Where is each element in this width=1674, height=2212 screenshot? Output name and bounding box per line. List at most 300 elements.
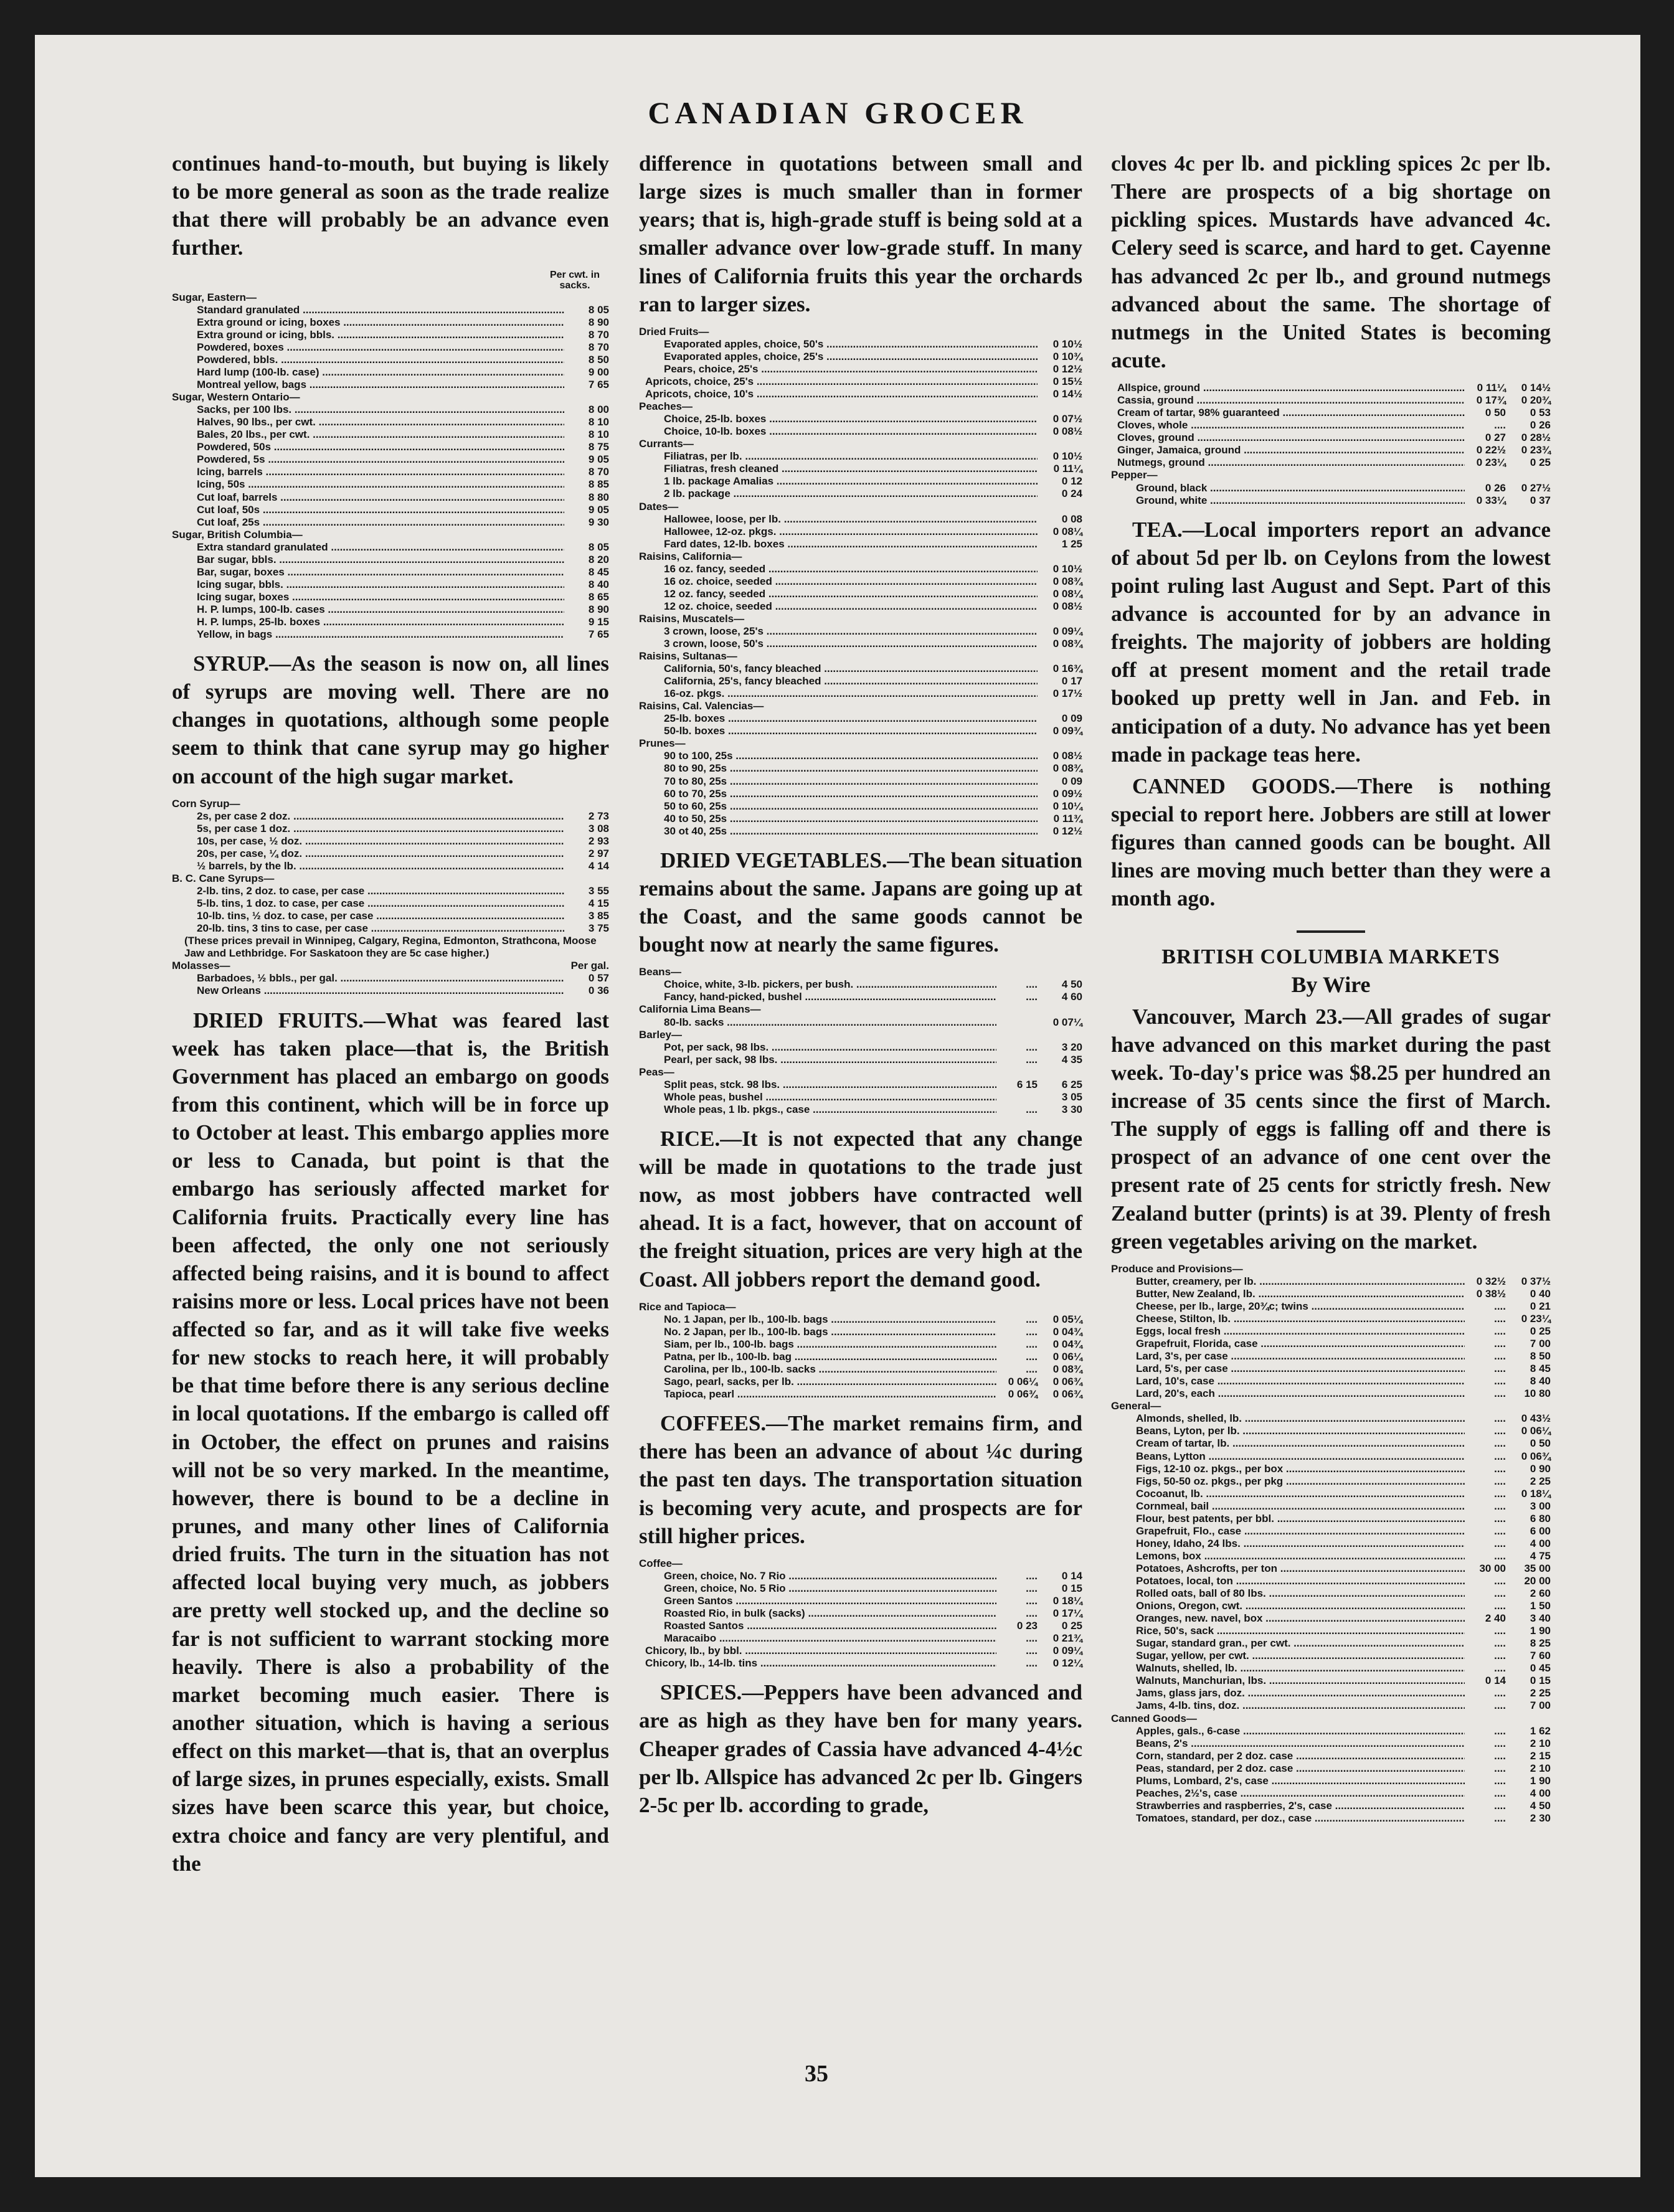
item-name: Figs, 50-50 oz. pkgs., per pkg ..... xyxy=(1136,1475,1465,1488)
item-name: Patna, per lb., 100-lb. bag ..... xyxy=(664,1351,996,1363)
canned-text: —There is nothing special to report here. Jobbers are still at lower figures than canned goods can be bought. All lines are moving much better than they were a month ago. xyxy=(1111,773,1551,911)
item-name: Green, choice, No. 7 Rio ..... xyxy=(664,1570,996,1582)
item-name: 20s, per case, ¼ doz. ..... xyxy=(197,848,564,860)
price: 10 80 xyxy=(1524,1387,1551,1400)
price-low: .... xyxy=(1026,1632,1038,1645)
price-low: .... xyxy=(1494,1462,1506,1475)
group-title: Raisins, Sultanas— xyxy=(639,650,737,663)
price: 3 08 xyxy=(588,822,609,834)
group-title: Raisins, California— xyxy=(639,550,742,562)
table-row xyxy=(639,1104,1082,1116)
table-group-title xyxy=(172,391,609,404)
table-row xyxy=(639,376,1082,388)
item-name: Pears, choice, 25's ..... xyxy=(664,363,1038,376)
price: 2 10 xyxy=(1530,1762,1551,1774)
table-row xyxy=(1111,407,1551,419)
price: 0 08½ xyxy=(1052,425,1082,438)
price-low: .... xyxy=(1494,1450,1506,1462)
produce-table xyxy=(1111,1263,1551,1825)
price-low: .... xyxy=(1494,1300,1506,1312)
masthead: CANADIAN GROCER xyxy=(648,95,1028,130)
item-name: Strawberries and raspberries, 2's, case ..... xyxy=(1136,1800,1465,1812)
item-name: Beans, Lyton, per lb. ..... xyxy=(1136,1425,1465,1437)
dried-veg-table xyxy=(639,966,1082,1116)
price: 8 90 xyxy=(588,603,609,615)
group-title: Peaches— xyxy=(639,400,693,413)
newspaper-page xyxy=(35,35,1640,2177)
price: 0 50 xyxy=(1530,1437,1551,1450)
price-low: .... xyxy=(1494,1313,1506,1325)
price-low: .... xyxy=(1494,1774,1506,1787)
item-name: 10s, per case, ½ doz. ..... xyxy=(197,835,564,848)
price: 0 15½ xyxy=(1052,376,1082,388)
table-row xyxy=(172,441,609,453)
price: 0 10½ xyxy=(1052,450,1082,463)
table-row xyxy=(1111,1350,1551,1363)
table-row xyxy=(639,775,1082,788)
price: 8 90 xyxy=(588,316,609,328)
item-name: 50-lb. boxes ..... xyxy=(664,725,1038,737)
table-group-title xyxy=(639,613,1082,625)
item-name: Butter, New Zealand, lb. ..... xyxy=(1136,1288,1465,1300)
group-title: Currants— xyxy=(639,438,694,450)
table-row xyxy=(639,1632,1082,1645)
bc-byline: By Wire xyxy=(1291,971,1371,997)
price: 0 08¾ xyxy=(1052,1363,1082,1375)
item-name: No. 1 Japan, per lb., 100-lb. bags ..... xyxy=(664,1313,996,1326)
table-row xyxy=(1111,1488,1551,1500)
price: 0 23¾ xyxy=(1521,444,1551,456)
item-name: Montreal yellow, bags ..... xyxy=(197,379,564,391)
item-name: Hallowee, loose, per lb. ..... xyxy=(664,513,1038,526)
table-row xyxy=(172,823,609,835)
table-row xyxy=(639,750,1082,762)
price-low: .... xyxy=(1494,1475,1506,1487)
table-group-title xyxy=(172,872,609,885)
col1-intro: continues hand-to-mouth, but buying is likely to be more general as soon as the trade realize that there will probably be an advance even further. xyxy=(172,151,609,260)
dried-veg-paragraph xyxy=(639,846,1082,959)
item-name: Hard lump (100-lb. case) ..... xyxy=(197,366,564,379)
item-name: Cream of tartar, lb. ..... xyxy=(1136,1437,1465,1450)
price: 0 36 xyxy=(588,985,609,997)
item-name: Cream of tartar, 98% guaranteed ..... xyxy=(1117,407,1465,419)
price: 4 35 xyxy=(1061,1053,1082,1066)
price: 0 25 xyxy=(1061,1620,1082,1632)
table-row xyxy=(639,978,1082,991)
price-low: .... xyxy=(1494,1625,1506,1637)
item-name: Cloves, whole ..... xyxy=(1117,419,1465,432)
group-title: Beans— xyxy=(639,966,682,978)
table-row xyxy=(639,488,1082,500)
price-low: 30 00 xyxy=(1479,1562,1506,1574)
price-low: .... xyxy=(1026,1325,1038,1338)
item-name: 80 to 90, 25s ..... xyxy=(664,762,1038,775)
price-low: .... xyxy=(1494,1600,1506,1612)
price-low: .... xyxy=(1026,1350,1038,1363)
table-row xyxy=(1111,1812,1551,1825)
table-row xyxy=(639,813,1082,825)
group-title: Prunes— xyxy=(639,737,686,750)
price: 8 00 xyxy=(588,404,609,416)
price: 8 45 xyxy=(588,565,609,578)
item-name: California, 50's, fancy bleached ..... xyxy=(664,663,1038,675)
price-low: 0 22½ xyxy=(1476,444,1506,456)
group-title: Raisins, Muscatels— xyxy=(639,612,745,625)
price: 0 06¾ xyxy=(1521,1450,1551,1462)
price: 0 17¼ xyxy=(1052,1607,1082,1619)
item-name: Cheese, per lb., large, 20¾c; twins ..... xyxy=(1136,1300,1465,1313)
item-name: Ginger, Jamaica, ground ..... xyxy=(1117,444,1465,456)
price: 4 00 xyxy=(1530,1787,1551,1799)
item-name: Onions, Oregon, cwt. ..... xyxy=(1136,1600,1465,1612)
price: 0 15 xyxy=(1061,1582,1082,1594)
group-title: B. C. Cane Syrups— xyxy=(172,872,275,885)
table-row xyxy=(172,366,609,379)
price-low: 0 27 xyxy=(1485,432,1506,444)
table-group-title xyxy=(639,1557,1082,1570)
table-row xyxy=(639,725,1082,737)
price: 2 97 xyxy=(588,847,609,859)
price: 0 08¾ xyxy=(1052,638,1082,650)
price: 9 15 xyxy=(588,615,609,628)
column-3 xyxy=(1111,149,1551,1833)
price-low: .... xyxy=(1494,1350,1506,1363)
price: 0 14½ xyxy=(1521,382,1551,394)
group-title: California Lima Beans— xyxy=(639,1003,761,1016)
price: 8 80 xyxy=(588,491,609,503)
price: 8 05 xyxy=(588,541,609,553)
price: 3 05 xyxy=(1061,1090,1082,1103)
item-name: Siam, per lb., 100-lb. bags ..... xyxy=(664,1338,996,1351)
item-name: 30 ot 40, 25s ..... xyxy=(664,825,1038,838)
price: 0 21¾ xyxy=(1052,1632,1082,1645)
table-row xyxy=(1111,419,1551,432)
price: 0 53 xyxy=(1530,407,1551,419)
price-low: .... xyxy=(1494,1512,1506,1524)
price-low: .... xyxy=(1026,1363,1038,1375)
price: 0 10¼ xyxy=(1052,800,1082,812)
price-low: 0 23¼ xyxy=(1476,456,1506,469)
price: 0 43½ xyxy=(1521,1412,1551,1425)
item-name: Chicory, lb., by bbl. ..... xyxy=(645,1645,996,1657)
item-name: Walnuts, Manchurian, lbs. ..... xyxy=(1136,1675,1465,1687)
item-name: Corn, standard, per 2 doz. case ..... xyxy=(1136,1750,1465,1762)
table-row xyxy=(172,554,609,566)
table-row xyxy=(1111,1612,1551,1625)
price-low: .... xyxy=(1026,991,1038,1003)
tea-text: —Local importers report an advance of about 5d per lb. on Ceylons from the lowest point ruling last August and Sept. Part of this advance is accounted for by an advance in freights. The majority of jobbers are holding off at present moment and the retail trade booked up pretty well in Jan. and Feb. in anticipation of a duty. No advance has yet been made in package teas here. xyxy=(1111,517,1551,767)
price: 2 73 xyxy=(588,810,609,822)
unit-label: Per gal. xyxy=(570,960,609,972)
group-title: Corn Syrup— xyxy=(172,797,240,810)
price: 7 00 xyxy=(1530,1699,1551,1712)
price-low: 6 15 xyxy=(1016,1078,1038,1090)
price-low: .... xyxy=(1494,1724,1506,1737)
rice-table xyxy=(639,1301,1082,1401)
price: 0 23¼ xyxy=(1521,1313,1551,1325)
price: 0 21 xyxy=(1530,1300,1551,1312)
item-name: Cassia, ground ..... xyxy=(1117,394,1465,407)
table-row xyxy=(639,1041,1082,1054)
table-row xyxy=(1111,1412,1551,1425)
group-title: Molasses— xyxy=(172,960,230,972)
price: 0 04¾ xyxy=(1052,1325,1082,1338)
table-row xyxy=(1111,1275,1551,1288)
price: 0 09 xyxy=(1061,775,1082,787)
table-row xyxy=(172,416,609,428)
price: 8 40 xyxy=(588,578,609,590)
table-row xyxy=(1111,1513,1551,1525)
table-row xyxy=(639,1363,1082,1376)
table-row xyxy=(639,526,1082,538)
price: 1 62 xyxy=(1530,1724,1551,1737)
item-name: Lemons, box ..... xyxy=(1136,1550,1465,1562)
price-low: .... xyxy=(1494,1799,1506,1812)
item-name: Fard dates, 12-lb. boxes ..... xyxy=(664,538,1038,551)
item-name: 2s, per case 2 doz. ..... xyxy=(197,810,564,823)
item-name: Lard, 5's, per case ..... xyxy=(1136,1363,1465,1375)
table-row xyxy=(639,1079,1082,1091)
table-group-title xyxy=(1111,1713,1551,1725)
bc-paragraph: Vancouver, March 23.—All grades of sugar have advanced on this market during the past week. To-day's price was $8.25 per hundred an increase of 35 cents since the first of March. The supply of eggs is falling off and there is prospect of an advance of one cent over the present rate of 25 cents for strictly fresh. New Zealand butter (prints) is at 39. Plenty of fresh green vegetables ariving on the market. xyxy=(1111,1004,1551,1254)
item-name: Sacks, per 100 lbs. ..... xyxy=(197,404,564,416)
price: 4 50 xyxy=(1530,1799,1551,1812)
price: 0 27½ xyxy=(1521,481,1551,494)
dried-fruits-paragraph xyxy=(172,1006,609,1878)
table-row xyxy=(172,835,609,848)
item-name: Bar sugar, bbls. ..... xyxy=(197,554,564,566)
item-name: Butter, creamery, per lb. ..... xyxy=(1136,1275,1465,1288)
item-name: 3 crown, loose, 50's ..... xyxy=(664,638,1038,650)
canned-paragraph xyxy=(1111,772,1551,913)
table-row xyxy=(1111,1300,1551,1313)
price: 0 90 xyxy=(1530,1462,1551,1475)
price: 0 25 xyxy=(1530,456,1551,469)
item-name: Sugar, standard gran., per cwt. ..... xyxy=(1136,1637,1465,1650)
item-name: Lard, 10's, case ..... xyxy=(1136,1375,1465,1387)
price: 4 00 xyxy=(1530,1537,1551,1549)
table-row xyxy=(639,513,1082,526)
table-row xyxy=(639,1582,1082,1595)
item-name: 90 to 100, 25s ..... xyxy=(664,750,1038,762)
table-row xyxy=(1111,494,1551,507)
price: 0 10½ xyxy=(1052,562,1082,575)
table-row xyxy=(172,860,609,872)
price-low: 0 17¾ xyxy=(1476,394,1506,407)
bc-markets-title: BRITISH COLUMBIA MARKETS xyxy=(1161,945,1500,968)
price-low: .... xyxy=(1494,1524,1506,1537)
table-row xyxy=(1111,1450,1551,1463)
table-row xyxy=(1111,1637,1551,1650)
price: 4 14 xyxy=(588,860,609,872)
table-group-title xyxy=(172,798,609,810)
item-name: Almonds, shelled, lb. ..... xyxy=(1136,1412,1465,1425)
item-name: Green, choice, No. 5 Rio ..... xyxy=(664,1582,996,1595)
table-row xyxy=(172,504,609,516)
table-group-title xyxy=(639,966,1082,978)
item-name: Hallowee, 12-oz. pkgs. ..... xyxy=(664,526,1038,538)
item-name: H. P. lumps, 100-lb. cases ..... xyxy=(197,603,564,616)
price-low: .... xyxy=(1494,1687,1506,1699)
item-name: 1 lb. package Amalias ..... xyxy=(664,475,1038,488)
tea-lead: TEA. xyxy=(1132,517,1183,542)
price: 2 15 xyxy=(1530,1749,1551,1762)
table-row xyxy=(639,1351,1082,1363)
item-name: Whole peas, 1 lb. pkgs., case ..... xyxy=(664,1104,996,1116)
item-name: Flour, best patents, per bbl. ..... xyxy=(1136,1513,1465,1525)
item-name: Walnuts, shelled, lb. ..... xyxy=(1136,1662,1465,1675)
price: 20 00 xyxy=(1524,1575,1551,1587)
table-group-title xyxy=(639,400,1082,413)
price: 7 00 xyxy=(1530,1338,1551,1350)
table-row xyxy=(639,563,1082,575)
table-row xyxy=(639,388,1082,400)
item-name: Icing sugar, bbls. ..... xyxy=(197,579,564,591)
price: 8 20 xyxy=(588,553,609,565)
price-low: .... xyxy=(1494,419,1506,432)
table-row xyxy=(1111,1650,1551,1662)
table-row xyxy=(639,538,1082,551)
price: 8 05 xyxy=(588,303,609,316)
price: 0 11¼ xyxy=(1053,463,1082,475)
price: 0 06¾ xyxy=(1052,1388,1082,1401)
table-row xyxy=(172,922,609,935)
item-name: Cut loaf, 25s ..... xyxy=(197,516,564,529)
table-row xyxy=(1111,482,1551,494)
table-row xyxy=(172,541,609,554)
item-name: 2-lb. tins, 2 doz. to case, per case ..... xyxy=(197,885,564,897)
table-group-title xyxy=(172,960,609,972)
item-name: 12 oz. fancy, seeded ..... xyxy=(664,588,1038,600)
item-name: Sugar, yellow, per cwt. ..... xyxy=(1136,1650,1465,1662)
table-row xyxy=(639,625,1082,638)
table-row xyxy=(639,675,1082,688)
item-name: Cornmeal, bail ..... xyxy=(1136,1500,1465,1513)
price-low: .... xyxy=(1494,1487,1506,1500)
price: 0 26 xyxy=(1530,419,1551,432)
price: 9 05 xyxy=(588,503,609,516)
price: 0 17 xyxy=(1061,675,1082,688)
item-name: California, 25's, fancy bleached ..... xyxy=(664,675,1038,688)
table-group-title xyxy=(639,551,1082,563)
item-name: Icing, barrels ..... xyxy=(197,466,564,478)
table-row xyxy=(639,1388,1082,1401)
price-low: .... xyxy=(1026,1041,1038,1053)
group-title: Canned Goods— xyxy=(1111,1712,1197,1724)
price: 2 30 xyxy=(1530,1812,1551,1824)
price-low: .... xyxy=(1026,1103,1038,1115)
item-name: Pot, per sack, 98 lbs. ..... xyxy=(664,1041,996,1054)
table-row xyxy=(172,304,609,316)
item-name: 3 crown, loose, 25's ..... xyxy=(664,625,1038,638)
price: 0 18¼ xyxy=(1521,1487,1551,1500)
price-low: .... xyxy=(1494,1500,1506,1512)
table-group-title xyxy=(1111,469,1551,481)
table-row xyxy=(639,1645,1082,1657)
item-name: Rolled oats, ball of 80 lbs. ..... xyxy=(1136,1587,1465,1600)
table-row xyxy=(172,810,609,823)
table-row xyxy=(639,1620,1082,1632)
price: 0 17½ xyxy=(1052,688,1082,700)
table-row xyxy=(1111,1800,1551,1812)
price-low: .... xyxy=(1026,1657,1038,1670)
table-row xyxy=(1111,1662,1551,1675)
item-name: Bales, 20 lbs., per cwt. ..... xyxy=(197,428,564,441)
table-row xyxy=(639,463,1082,475)
price-low: 0 38½ xyxy=(1476,1287,1506,1300)
price-low: .... xyxy=(1494,1650,1506,1662)
price: 3 00 xyxy=(1530,1500,1551,1512)
table-note: (These prices prevail in Winnipeg, Calgary, Regina, Edmonton, Strathcona, Moose Jaw and Lethbridge. For Saskatoon they are 5c case higher.) xyxy=(184,935,597,960)
item-name: Potatoes, Ashcrofts, per ton ..... xyxy=(1136,1562,1465,1575)
price-low: .... xyxy=(1494,1412,1506,1425)
price: 0 04¾ xyxy=(1052,1338,1082,1350)
item-name: Cheese, Stilton, lb. ..... xyxy=(1136,1313,1465,1325)
price-low: 0 26 xyxy=(1485,481,1506,494)
price: 9 30 xyxy=(588,516,609,528)
item-name: H. P. lumps, 25-lb. boxes ..... xyxy=(197,616,564,628)
col2-intro: difference in quotations between small and large sizes is much smaller than in former years; that is, high-grade stuff is being sold at a smaller advance over low-grade stuff. In many lines of California fruits this year the orchards ran to larger sizes. xyxy=(639,151,1082,316)
item-name: Roasted Rio, in bulk (sacks) ..... xyxy=(664,1607,996,1620)
group-title: Peas— xyxy=(639,1066,674,1078)
item-name: Bar, sugar, boxes ..... xyxy=(197,566,564,579)
table-row xyxy=(172,341,609,354)
item-name: Apricots, choice, 25's ..... xyxy=(645,376,1038,388)
price: 8 70 xyxy=(588,328,609,341)
dried-veg-text: —The bean situation remains about the same. Japans are going up at the Coast, and the same goods cannot be bought now at nearly the same figures. xyxy=(639,848,1083,957)
price: 0 08½ xyxy=(1052,600,1082,612)
item-name: Peas, standard, per 2 doz. case ..... xyxy=(1136,1762,1465,1775)
table-group-title xyxy=(1111,1400,1551,1412)
table-row xyxy=(639,1595,1082,1607)
table-note-row xyxy=(172,935,609,960)
table-row xyxy=(1111,1787,1551,1800)
price: 35 00 xyxy=(1524,1562,1551,1574)
price-low: .... xyxy=(1494,1787,1506,1799)
price: 0 12¼ xyxy=(1052,1657,1082,1670)
price: 3 40 xyxy=(1530,1612,1551,1625)
page-number: 35 xyxy=(805,2061,828,2087)
table-row xyxy=(1111,1687,1551,1699)
price: 0 09 xyxy=(1061,712,1082,725)
group-title: Raisins, Cal. Valencias— xyxy=(639,700,764,712)
price-low: .... xyxy=(1494,1537,1506,1549)
table-row xyxy=(172,972,609,985)
item-name: Peaches, 2½'s, case ..... xyxy=(1136,1787,1465,1800)
table-row xyxy=(1111,1338,1551,1350)
syrup-paragraph xyxy=(172,650,609,790)
table-row xyxy=(172,404,609,416)
price-low: .... xyxy=(1494,1338,1506,1350)
table-row xyxy=(172,616,609,628)
price: 0 07½ xyxy=(1052,413,1082,425)
coffee-table xyxy=(639,1557,1082,1670)
item-name: Filiatras, fresh cleaned ..... xyxy=(664,463,1038,475)
item-name: 10-lb. tins, ½ doz. to case, per case ..... xyxy=(197,910,564,922)
table-group-title xyxy=(639,1066,1082,1079)
price: 0 14½ xyxy=(1052,388,1082,400)
price: 3 85 xyxy=(588,910,609,922)
price: 0 08¼ xyxy=(1052,587,1082,600)
table-row xyxy=(1111,1575,1551,1587)
col3-intro: cloves 4c per lb. and pickling spices 2c per lb. There are prospects of a big shortage on pickling spices. Mustards have advanced 4c. Celery seed is scarce, and hard to get. Cayenne has advanced 2c per lb., and ground nutmegs advanced about the same. The shortage of nutmegs in the United States is becoming acute. xyxy=(1111,151,1551,372)
price-low: 0 32½ xyxy=(1476,1275,1506,1287)
spices-lead: SPICES. xyxy=(660,1680,742,1705)
dried-veg-lead: DRIED VEGETABLES. xyxy=(660,848,887,872)
table-group-title xyxy=(639,700,1082,712)
table-row xyxy=(1111,1437,1551,1450)
dried-fruits-lead: DRIED FRUITS. xyxy=(193,1008,364,1033)
